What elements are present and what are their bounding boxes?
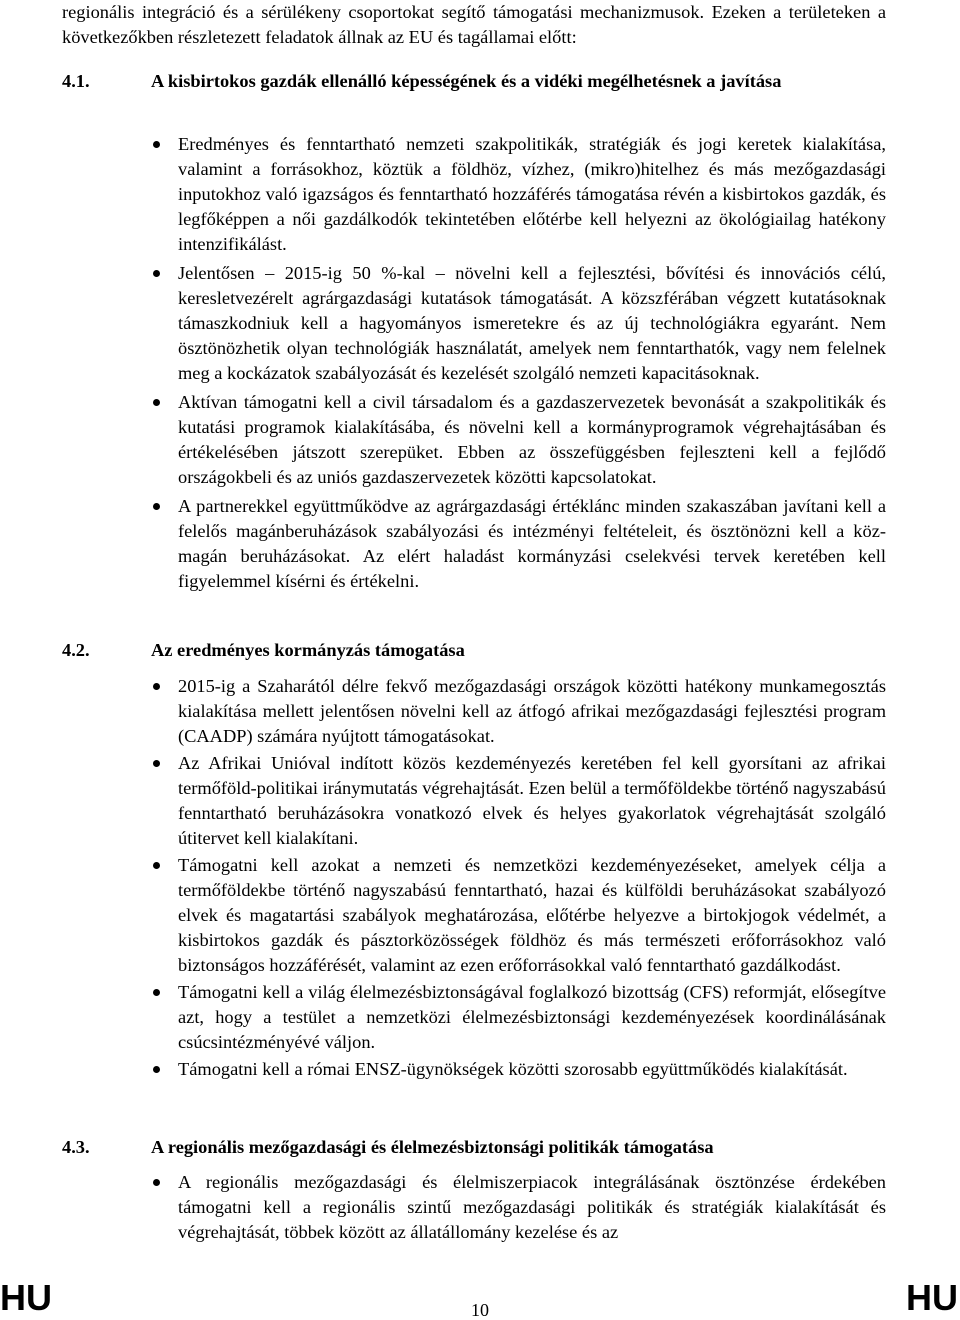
bullet-text: Aktívan támogatni kell a civil társadalom és a gazdaszervezetek bevonását a szakpolitikák és kutatási programok kialakításába, és növelni kell a kormányprogramok végrehajtásában és értékelésében játszott szerepüket. Ebben az összefüggésben fejleszteni kell a fejlődő országokbeli és az uniós gazdaszervezetek közötti kapcsolatokat. bbox=[178, 392, 886, 487]
bullet-item bbox=[178, 980, 886, 1055]
section-title: A regionális mezőgazdasági és élelmezésbiztonsági politikák támogatása bbox=[151, 1137, 714, 1157]
bullet-item bbox=[178, 1170, 886, 1245]
bullet-dot-icon bbox=[153, 270, 160, 277]
bullet-dot-icon bbox=[153, 141, 160, 148]
bullet-dot-icon bbox=[153, 989, 160, 996]
section-title: A kisbirtokos gazdák ellenálló képességének és a vidéki megélhetésnek a javítása bbox=[151, 71, 782, 91]
bullet-text: A partnerekkel együttműködve az agrárgazdasági értéklánc minden szakaszában javítani kell a felelős magánberuházások szabályozási és intézményi feltételeit, és ösztönözni kell a köz-magán beruházásokat. Az elért haladást kormányzási cselekvési tervek keretében kell figyelemmel kísérni és értékelni. bbox=[178, 496, 886, 591]
section-heading-4-1 bbox=[62, 69, 886, 94]
bullet-dot-icon bbox=[153, 862, 160, 869]
section-number: 4.2. bbox=[62, 640, 90, 660]
section-title: Az eredményes kormányzás támogatása bbox=[151, 640, 465, 660]
page-number: 10 bbox=[471, 1300, 489, 1320]
bullet-text: Jelentősen – 2015-ig 50 %-kal – növelni kell a fejlesztési, bővítési és innovációs célú, keresletvezérelt agrárgazdasági kutatások támogatását. A közszférában végzett kutatásoknak támaszkodniuk kell a hagyományos ismeretekre és az új technológiákra egyaránt. Nem ösztönözhetik olyan technológiák használatát, amelyek nem fenntarthatók, vagy nem felelnek meg a kockázatok szabályozását és kezelését szolgáló nemzeti kapacitásoknak. bbox=[178, 263, 886, 383]
bullet-text: Támogatni kell azokat a nemzeti és nemzetközi kezdeményezéseket, amelyek célja a termőföldekbe történő nagyszabású fenntartható, hazai és külföldi beruházásokat szabályozó elvek és magatartási szabályok meghatározása, előtérbe helyezve a birtokjogok védelmét, a kisbirtokos gazdák és pásztorközösségek földhöz és más természeti erőforrásokhoz való biztonságos hozzáférését, valamint az ezen erőforrásokkal való fenntartható gazdálkodást. bbox=[178, 855, 886, 975]
bullet-dot-icon bbox=[153, 760, 160, 767]
footer-language-left: HU bbox=[0, 1277, 52, 1318]
bullet-text: Támogatni kell a világ élelmezésbiztonságával foglalkozó bizottság (CFS) reformját, elősegítve azt, hogy a testület a nemzetközi élelmezésbiztonsági kezdeményezések koordinálásának csúcsintézményévé váljon. bbox=[178, 982, 886, 1052]
bullet-list-4-1 bbox=[178, 132, 886, 594]
bullet-text: Támogatni kell a római ENSZ-ügynökségek közötti szorosabb együttműködés kialakítását. bbox=[178, 1059, 848, 1079]
bullet-text: 2015-ig a Szaharától délre fekvő mezőgazdasági országok közötti hatékony munkamegosztás kialakítása mellett jelentősen növelni kell az átfogó afrikai mezőgazdasági fejlesztési program (CAADP) számára nyújtott támogatásokat. bbox=[178, 676, 886, 746]
bullet-dot-icon bbox=[153, 1179, 160, 1186]
bullet-dot-icon bbox=[153, 399, 160, 406]
intro-paragraph: regionális integráció és a sérülékeny csoportokat segítő támogatási mechanizmusok. Ezeken a területeken a következőkben részletezett feladatok állnak az EU és tagállamai előtt: bbox=[62, 2, 886, 47]
section-number: 4.1. bbox=[62, 71, 90, 91]
bullet-item bbox=[178, 674, 886, 749]
bullet-item bbox=[178, 853, 886, 978]
footer-language-right: HU bbox=[906, 1277, 958, 1318]
bullet-item bbox=[178, 1057, 886, 1082]
bullet-list-4-3 bbox=[178, 1170, 886, 1245]
bullet-text: Eredményes és fenntartható nemzeti szakpolitikák, stratégiák és jogi keretek kialakítása, valamint a forrásokhoz, köztük a földhöz, vízhez, (mikro)hitelhez és más mezőgazdasági inputokhoz való igazságos és fenntartható hozzáférés támogatása révén a kisbirtokos gazdák, és legfőképpen a női gazdálkodók tekintetében előtérbe kell helyezni az ökológiailag hatékony intenzifikálást. bbox=[178, 134, 886, 254]
bullet-item bbox=[178, 261, 886, 386]
bullet-dot-icon bbox=[153, 683, 160, 690]
bullet-item bbox=[178, 132, 886, 257]
bullet-text: Az Afrikai Unióval indított közös kezdeményezés keretében fel kell gyorsítani az afrikai termőföld-politikai iránymutatás végrehajtását. Ezen belül a termőföldekbe történő nagyszabású fenntartható beruházásokra vonatkozó elvek és helyes gyakorlatok végrehajtását szolgáló útitervet kell kialakítani. bbox=[178, 753, 886, 848]
bullet-item bbox=[178, 751, 886, 851]
section-heading-4-3 bbox=[62, 1135, 886, 1160]
bullet-dot-icon bbox=[153, 503, 160, 510]
bullet-dot-icon bbox=[153, 1066, 160, 1073]
section-number: 4.3. bbox=[62, 1137, 90, 1157]
bullet-list-4-2 bbox=[178, 674, 886, 1082]
bullet-item bbox=[178, 390, 886, 490]
bullet-item bbox=[178, 494, 886, 594]
bullet-text: A regionális mezőgazdasági és élelmiszerpiacok integrálásának ösztönzése érdekében támogatni kell a regionális szintű mezőgazdasági politikák és stratégiák kialakítását és végrehajtását, többek között az állatállomány kezelése és az bbox=[178, 1172, 886, 1242]
section-heading-4-2 bbox=[62, 638, 886, 663]
